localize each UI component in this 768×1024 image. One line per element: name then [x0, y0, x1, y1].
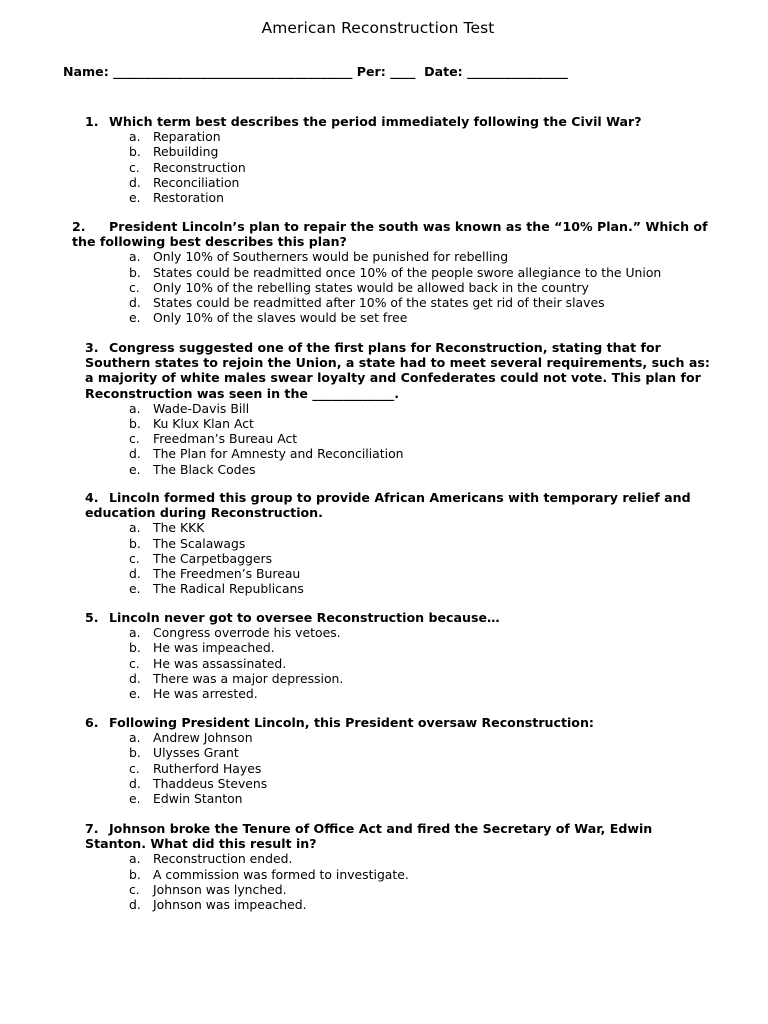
question-number: 1. [85, 114, 99, 129]
question-stem: Stanton. What did this result in? [85, 836, 317, 852]
student-info-header: Name: ______________________________________ Per: ____ Date: ________________ [63, 64, 568, 79]
answer-option [85, 745, 594, 760]
answer-options [85, 401, 710, 477]
answer-option [72, 249, 708, 264]
question-stem-line [85, 355, 710, 370]
answer-option [85, 520, 691, 535]
option-text: Only 10% of Southerners would be punished for rebelling [153, 249, 509, 265]
answer-option [85, 175, 642, 190]
option-letter: b. [129, 144, 141, 160]
question-number: 3. [85, 340, 99, 355]
answer-option [85, 551, 691, 566]
question-stem-line [72, 234, 708, 249]
option-letter: a. [129, 400, 141, 416]
answer-option [72, 265, 708, 280]
option-text: The Black Codes [153, 461, 256, 477]
answer-options [85, 625, 500, 701]
option-text: A commission was formed to investigate. [153, 866, 409, 882]
option-letter: e. [129, 189, 141, 205]
option-text: He was assassinated. [153, 655, 287, 671]
answer-option [85, 851, 652, 866]
option-letter: d. [129, 294, 141, 310]
answer-options [85, 520, 691, 596]
question-number: 6. [85, 715, 99, 730]
option-letter: c. [129, 881, 140, 897]
option-letter: a. [129, 851, 141, 867]
option-text: Andrew Johnson [153, 730, 253, 746]
question-2 [72, 219, 708, 325]
option-text: There was a major depression. [153, 670, 344, 686]
answer-option [85, 686, 500, 701]
answer-option [85, 867, 652, 882]
question-stem: Southern states to rejoin the Union, a state had to meet several requirements, such as: [85, 355, 710, 371]
option-letter: c. [129, 279, 140, 295]
answer-option [85, 882, 652, 897]
option-text: Wade-Davis Bill [153, 400, 250, 416]
question-stem: Lincoln never got to oversee Reconstruction because… [109, 610, 500, 625]
option-text: Only 10% of the rebelling states would be allowed back in the country [153, 279, 589, 295]
question-stem: Lincoln formed this group to provide African Americans with temporary relief and [109, 490, 691, 505]
answer-option [85, 416, 710, 431]
question-1 [85, 114, 642, 205]
answer-option [85, 431, 710, 446]
question-stem: President Lincoln’s plan to repair the south was known as the “10% Plan.” Which of [109, 219, 708, 234]
page-title: American Reconstruction Test [261, 19, 495, 37]
answer-option [85, 462, 710, 477]
option-letter: c. [129, 655, 140, 671]
answer-option [72, 280, 708, 295]
question-5 [85, 610, 500, 701]
option-letter: d. [129, 775, 141, 791]
option-letter: a. [129, 249, 141, 265]
answer-option [85, 129, 642, 144]
question-stem-line [85, 715, 594, 730]
option-text: Ulysses Grant [153, 745, 239, 761]
question-number: 5. [85, 610, 99, 625]
option-text: Reconciliation [153, 174, 240, 190]
question-stem-line [85, 114, 642, 129]
answer-option [85, 581, 691, 596]
answer-option [85, 671, 500, 686]
option-letter: d. [129, 565, 141, 581]
question-6 [85, 715, 594, 806]
option-letter: b. [129, 745, 141, 761]
answer-options [72, 249, 708, 325]
question-stem: Following President Lincoln, this President oversaw Reconstruction: [109, 715, 594, 730]
option-text: Rebuilding [153, 144, 219, 160]
question-stem-line [85, 610, 500, 625]
answer-option [85, 897, 652, 912]
option-letter: c. [129, 159, 140, 175]
answer-option [72, 295, 708, 310]
answer-options [85, 129, 642, 205]
option-letter: e. [129, 790, 141, 806]
option-letter: b. [129, 866, 141, 882]
question-number: 2. [72, 219, 86, 234]
question-number: 4. [85, 490, 99, 505]
option-letter: a. [129, 625, 141, 641]
answer-option [85, 144, 642, 159]
question-stem: Congress suggested one of the first plans for Reconstruction, stating that for [109, 340, 661, 355]
question-stem-line [85, 386, 710, 401]
option-letter: a. [129, 730, 141, 746]
answer-option [72, 310, 708, 325]
answer-option [85, 625, 500, 640]
answer-option [85, 401, 710, 416]
question-stem-line [85, 490, 691, 505]
question-stem-line [85, 836, 652, 851]
answer-option [85, 536, 691, 551]
option-text: Reparation [153, 129, 221, 145]
answer-option [85, 640, 500, 655]
option-letter: d. [129, 670, 141, 686]
option-text: He was arrested. [153, 685, 258, 701]
question-7 [85, 821, 652, 912]
answer-option [85, 160, 642, 175]
option-letter: c. [129, 431, 140, 447]
option-letter: e. [129, 581, 141, 597]
option-text: The Freedmen’s Bureau [153, 565, 301, 581]
question-stem-line [85, 340, 710, 355]
option-letter: d. [129, 446, 141, 462]
answer-option [85, 446, 710, 461]
option-text: Thaddeus Stevens [153, 775, 268, 791]
option-text: Rutherford Hayes [153, 760, 262, 776]
option-text: Only 10% of the slaves would be set free [153, 310, 408, 326]
option-letter: b. [129, 640, 141, 656]
answer-options [85, 730, 594, 806]
option-text: The Scalawags [153, 535, 246, 551]
answer-option [85, 656, 500, 671]
option-letter: b. [129, 535, 141, 551]
option-letter: d. [129, 896, 141, 912]
answer-option [85, 776, 594, 791]
question-3 [85, 340, 710, 477]
option-letter: a. [129, 129, 141, 145]
question-stem: education during Reconstruction. [85, 505, 323, 521]
option-letter: b. [129, 264, 141, 280]
answer-option [85, 791, 594, 806]
option-text: The Carpetbaggers [153, 550, 273, 566]
question-stem: a majority of white males swear loyalty and Confederates could not vote. This plan for [85, 370, 701, 386]
question-stem-line [85, 370, 710, 385]
option-text: Freedman’s Bureau Act [153, 431, 298, 447]
question-stem-line [72, 219, 708, 234]
question-stem: the following best describes this plan? [72, 234, 347, 250]
option-text: Ku Klux Klan Act [153, 416, 254, 431]
answer-option [85, 761, 594, 776]
option-letter: d. [129, 174, 141, 190]
option-text: Restoration [153, 189, 224, 205]
option-text: The Plan for Amnesty and Reconciliation [153, 446, 404, 462]
option-text: Congress overrode his vetoes. [153, 625, 341, 641]
question-stem: Which term best describes the period immediately following the Civil War? [109, 114, 642, 129]
option-text: He was impeached. [153, 640, 275, 656]
answer-option [85, 566, 691, 581]
question-stem: Johnson broke the Tenure of Office Act and fired the Secretary of War, Edwin [109, 821, 653, 836]
answer-option [85, 730, 594, 745]
option-letter: e. [129, 310, 141, 326]
option-letter: e. [129, 685, 141, 701]
option-text: Edwin Stanton [153, 790, 243, 806]
option-text: The Radical Republicans [153, 581, 304, 597]
option-letter: c. [129, 760, 140, 776]
option-text: States could be readmitted once 10% of the people swore allegiance to the Union [153, 264, 662, 280]
question-stem-line [85, 821, 652, 836]
option-text: The KKK [153, 520, 205, 536]
question-stem-line [85, 505, 691, 520]
option-text: Johnson was impeached. [153, 896, 307, 912]
option-letter: c. [129, 550, 140, 566]
option-text: Reconstruction [153, 159, 246, 175]
question-number: 7. [85, 821, 99, 836]
option-text: Reconstruction ended. [153, 851, 293, 867]
option-text: States could be readmitted after 10% of the states get rid of their slaves [153, 294, 605, 310]
answer-options [85, 851, 652, 912]
option-letter: e. [129, 461, 141, 477]
option-letter: a. [129, 520, 141, 536]
question-stem: Reconstruction was seen in the _____________. [85, 385, 399, 401]
option-letter: b. [129, 416, 141, 431]
option-text: Johnson was lynched. [153, 881, 287, 897]
question-4 [85, 490, 691, 596]
answer-option [85, 190, 642, 205]
